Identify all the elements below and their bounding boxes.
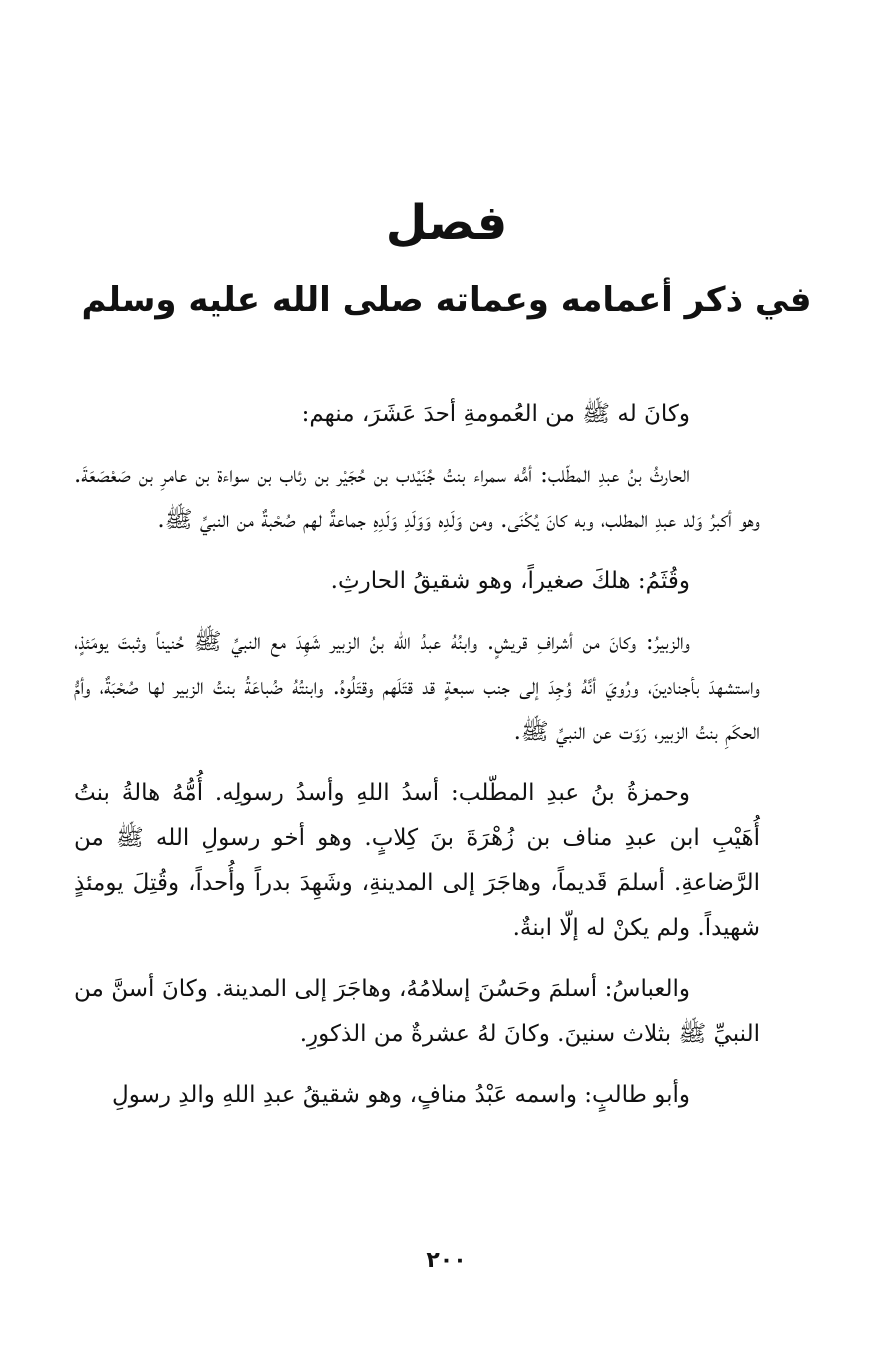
section-subtitle: في ذكر أعمامه وعماته صلى الله عليه وسلم [81, 280, 812, 320]
paragraph-abu-talib: وأبو طالبٍ: واسمه عَبْدُ منافٍ، وهو شقيقُ عبدِ اللهِ والدِ رسولِ [112, 1082, 690, 1108]
paragraph-qutham: وقُثَمُ: هلكَ صغيراً، وهو شقيقُ الحارثِ. [330, 568, 690, 594]
page-number: ٢٠٠ [426, 1248, 467, 1273]
paragraph-al-zubair: والزبيرُ: وكانَ من أشرافِ قريشٍ. وابنُهُ عبدُ الله بنُ الزبير شَهِدَ مع النبيِّ ﷺ حُنيناً وثبتَ يومَئذٍ، واستشهدَ بأجنادينَ، ورُويَ أنَّهُ وُجِدَ إلى جنب سبعةٍ قد قتَلَهم وقتَلُوهُ. وابنتُهُ ضُباعَةُ بنتُ الزبير لها صُحْبَةٌ، وأمُّ الحكَمِ بنتُ الزبير، رَوَت عن النبيِّ ﷺ. [74, 629, 760, 745]
body-text [74, 392, 760, 1134]
section-title: فصل [385, 195, 508, 251]
paragraph-al-abbas: والعباسُ: أسلمَ وحَسُنَ إسلامُهُ، وهاجَرَ إلى المدينة. وكانَ أسنَّ من النبيِّ ﷺ بثلاث سنينَ. وكانَ لهُ عشرةٌ من الذكورِ. [74, 976, 760, 1047]
paragraph-al-harith: الحارثُ بنُ عبدِ المطّلب: أمُّه سمراء بنتُ جُنَيْدب بن حُجَيْر بن رئاب بن سواءة بن عامرِ بن صَعْصَعَةَ. وهو أكبرُ وَلد عبدِ المطلب، وبه كانَ يُكْنَى. ومن وَلَدِه وَوَلَدِ وَلَدِهِ جماعةٌ لهم صُحْبةٌ من النبيِّ ﷺ. [74, 462, 760, 533]
paragraph-intro: وكانَ له ﷺ من العُمومةِ أحدَ عَشَرَ، منهم: [301, 401, 690, 427]
paragraph-hamza: وحمزةُ بنُ عبدِ المطّلب: أسدُ اللهِ وأسدُ رسولِه. أُمُّهُ هالةُ بنتُ أُهَيْبِ ابن عبدِ مناف بن زُهْرَةَ بنَ كِلابٍ. وهو أخو رسولِ الله ﷺ من الرَّضاعةِ. أسلمَ قَديماً، وهاجَرَ إلى المدينةِ، وشَهِدَ بدراً وأُحداً، وقُتِلَ يومئذٍ شهيداً. ولم يكنْ له إلّا ابنةٌ. [74, 780, 760, 941]
